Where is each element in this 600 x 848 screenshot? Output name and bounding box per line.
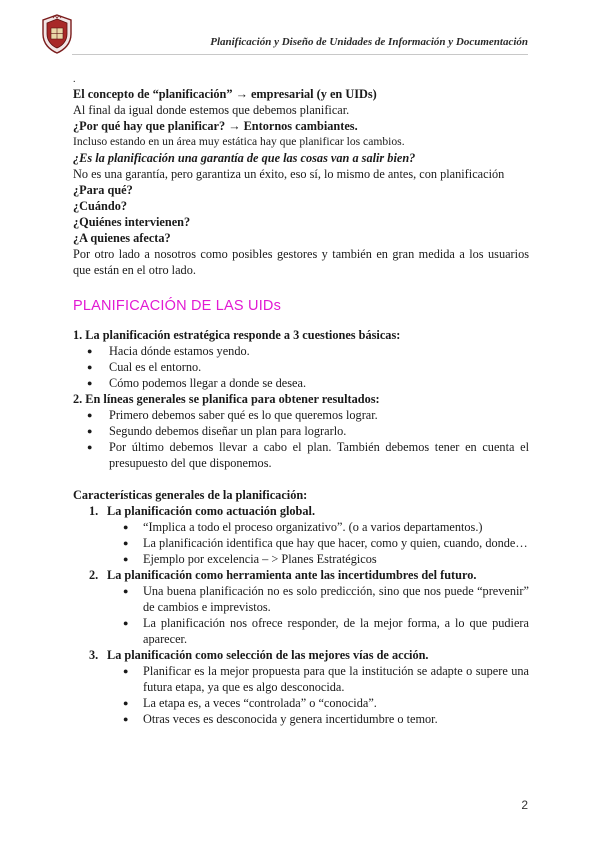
list-item: ● Ejemplo por excelencia – > Planes Estratégicos [73,551,529,567]
feature-label: La planificación como selección de las mejores vías de acción. [107,648,429,662]
intro-answer-why: Incluso estando en un área muy estática hay que planificar los cambios. [73,135,405,148]
intro-question-why: ¿Por qué hay que planificar? → Entornos cambiantes. [73,119,358,133]
list-item: ● La planificación identifica que hay que hacer, como y quien, cuando, donde… [73,535,529,551]
feature-heading-global [73,503,529,519]
feature-heading-selection [73,647,529,663]
results-list [73,407,529,471]
list-item: ● Cómo podemos llegar a donde se desea. [73,375,529,391]
intro-question-who: ¿Quiénes intervienen? [73,215,191,229]
feature-bullets-global [73,519,529,567]
list-item: ● Hacia dónde estamos yendo. [73,343,529,359]
list-item: ● Una buena planificación no es solo predicción, sino que nos puede “prevenir” de cambios e imprevistos. [73,583,529,615]
feature-label: La planificación como actuación global. [107,504,316,518]
spacer [73,471,529,487]
intro-answer-guarantee: No es una garantía, pero garantiza un éxito, eso sí, lo mismo de antes, con planificación [73,167,505,181]
features-title: Características generales de la planificación: [73,488,308,502]
list-item: ● Otras veces es desconocida y genera incertidumbre o temor. [73,711,529,727]
results-title: 2. En líneas generales se planifica para obtener resultados: [73,392,380,406]
intro-question-guarantee: ¿Es la planificación una garantía de que las cosas van a salir bien? [73,151,416,165]
intro-answer-concept: Al final da igual donde estemos que debemos planificar. [73,103,350,117]
list-item: ● “Implica a todo el proceso organizativo”. (o a varios departamentos.) [73,519,529,535]
stray-dot: . [73,74,76,85]
university-seal-logo [40,14,74,54]
strategic-questions-title: 1. La planificación estratégica responde a 3 cuestiones básicas: [73,328,401,342]
strategic-questions-list [73,343,529,391]
feature-number: 2. [89,568,99,582]
feature-heading-uncertainty [73,567,529,583]
header-divider [72,54,528,55]
header-title: Planificación y Diseño de Unidades de Información y Documentación [210,36,528,48]
intro-answer-affects: Por otro lado a nosotros como posibles gestores y también en gran medida a los usuarios que están en el otro lado. [73,247,529,277]
intro-question-what-for: ¿Para qué? [73,183,133,197]
list-item: ● La planificación nos ofrece responder, de la mejor forma, a lo que pudiera aparecer. [73,615,529,647]
feature-number: 3. [89,648,99,662]
list-item: ● La etapa es, a veces “controlada” o “conocida”. [73,695,529,711]
feature-bullets-selection [73,663,529,727]
list-item: ● Planificar es la mejor propuesta para que la institución se adapte o supere una futura etapa, ya que es algo desconocida. [73,663,529,695]
section-heading: PLANIFICACIÓN DE LAS UIDs [73,298,282,314]
intro-question-when: ¿Cuándo? [73,199,127,213]
list-item: ● Por último debemos llevar a cabo el plan. También debemos tener en cuenta el presupuesto del que disponemos. [73,439,529,471]
document-body [73,74,529,727]
feature-bullets-uncertainty [73,583,529,647]
intro-question-concept: El concepto de “planificación” → empresarial (y en UIDs) [73,87,377,101]
feature-number: 1. [89,504,99,518]
feature-label: La planificación como herramienta ante las incertidumbres del futuro. [107,568,477,582]
list-item: ● Cual es el entorno. [73,359,529,375]
list-item: ● Primero debemos saber qué es lo que queremos lograr. [73,407,529,423]
intro-question-affects: ¿A quienes afecta? [73,231,171,245]
page-number: 2 [521,798,528,812]
list-item: ● Segundo debemos diseñar un plan para lograrlo. [73,423,529,439]
